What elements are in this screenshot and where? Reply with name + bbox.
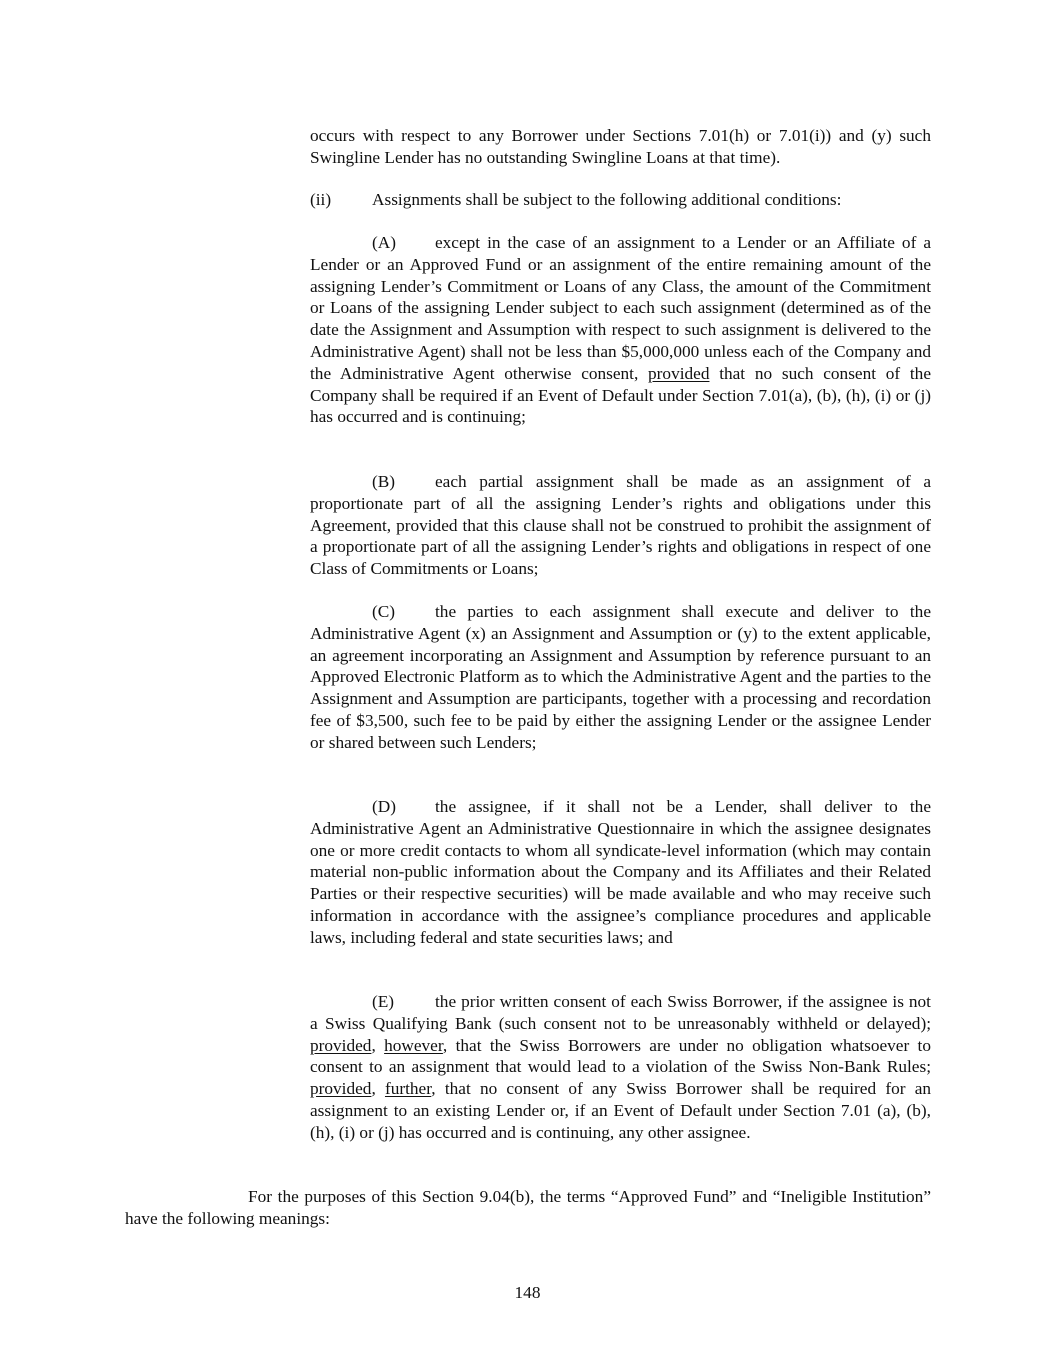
continuation-text: occurs with respect to any Borrower under Sections 7.01(h) or 7.01(i)) and (y) such Swingline Lender has no outstanding Swingline Loans at that time). bbox=[310, 126, 931, 167]
definitions-intro-text: For the purposes of this Section 9.04(b), the terms “Approved Fund” and “Ineligible Institution” have the following meanings: bbox=[125, 1187, 931, 1228]
clause-ii-text: Assignments shall be subject to the following additional conditions: bbox=[372, 190, 842, 209]
clause-e-text-2: , that the Swiss Borrowers are under no obligation whatsoever to consent to an assignment that would lead to a violation of the Swiss Non-Bank Rules; bbox=[310, 1035, 931, 1077]
clause-d-paragraph bbox=[310, 796, 931, 949]
clause-c-label: (C) bbox=[372, 602, 396, 621]
clause-e-however-term: however bbox=[384, 1035, 443, 1055]
clause-c-paragraph bbox=[310, 601, 931, 754]
clause-a-provided-term: provided bbox=[648, 363, 710, 383]
clause-b-text: each partial assignment shall be made as an assignment of a proportionate part of all the assigning Lender’s rights and obligations under this Agreement, provided that this clause shall not be construed to prohibit the assignment of a proportionate part of all the assigning Lender’s rights and obligations in respect of one Class of Commitments or Loans; bbox=[310, 472, 931, 579]
clause-a-paragraph bbox=[310, 232, 931, 428]
clause-a-text-2: that no such consent of the Company shall be required if an Event of Default under Section 7.01(a), (b), (h), (i) or (j) has occurred and is continuing; bbox=[310, 363, 931, 427]
clause-a-label: (A) bbox=[372, 233, 396, 252]
continuation-paragraph bbox=[310, 125, 931, 169]
clause-e-paragraph bbox=[310, 991, 931, 1144]
clause-e-text-1: the prior written consent of each Swiss Borrower, if the assignee is not a Swiss Qualifying Bank (such consent not to be unreasonably withheld or delayed); bbox=[310, 992, 931, 1033]
clause-e-provided-term-1: provided bbox=[310, 1035, 372, 1055]
clause-e-further-term: further bbox=[384, 1079, 432, 1099]
page-number: 148 bbox=[514, 1283, 541, 1302]
clause-d-text: the assignee, if it shall not be a Lender, shall deliver to the Administrative Agent an Administrative Questionnaire in which the assignee designates one or more credit contacts to whom all syndicate-level information (which may contain material non-public information about the Company and its Affiliates and their Related Parties or their respective securities) will be made available and who may receive such information in accordance with the assignee’s compliance procedures and applicable laws, including federal and state securities laws; and bbox=[310, 797, 931, 947]
clause-a-text-1: except in the case of an assignment to a Lender or an Affiliate of a Lender or an Approved Fund or an assignment of the entire remaining amount of the assigning Lender’s Commitment or Loans of any Class, the amount of the Commitment or Loans of the assigning Lender subject to each such assignment (determined as of the date the Assignment and Assumption with respect to such assignment is delivered to the Administrative Agent) shall not be less than $5,000,000 unless each of the Company and the Administrative Agent otherwise consent, bbox=[310, 233, 931, 383]
definitions-intro-paragraph bbox=[125, 1186, 931, 1230]
clause-b-paragraph bbox=[310, 471, 931, 580]
clause-e-separator-2: , bbox=[371, 1079, 385, 1099]
clause-e-provided-term-2: provided bbox=[310, 1079, 372, 1099]
clause-e-label: (E) bbox=[372, 992, 395, 1011]
clause-ii-label: (ii) bbox=[310, 190, 332, 209]
clause-d-label: (D) bbox=[372, 797, 396, 816]
clause-e-text-3: , that no consent of any Swiss Borrower shall be required for an assignment to an existing Lender or, if an Event of Default under Section 7.01 (a), (b), (h), (i) or (j) has occurred and is continuing, any other assignee. bbox=[310, 1079, 931, 1142]
clause-ii-paragraph bbox=[310, 189, 931, 211]
clause-b-label: (B) bbox=[372, 472, 396, 491]
clause-c-text: the parties to each assignment shall execute and deliver to the Administrative Agent (x) an Assignment and Assumption or (y) to the extent applicable, an agreement incorporating an Assignment and Assumption by reference pursuant to an Approved Electronic Platform as to which the Administrative Agent and the parties to the Assignment and Assumption are participants, together with a processing and recordation fee of $3,500, such fee to be paid by either the assigning Lender or the assignee Lender or shared between such Lenders; bbox=[310, 602, 931, 752]
clause-e-separator-1: , bbox=[371, 1035, 385, 1055]
